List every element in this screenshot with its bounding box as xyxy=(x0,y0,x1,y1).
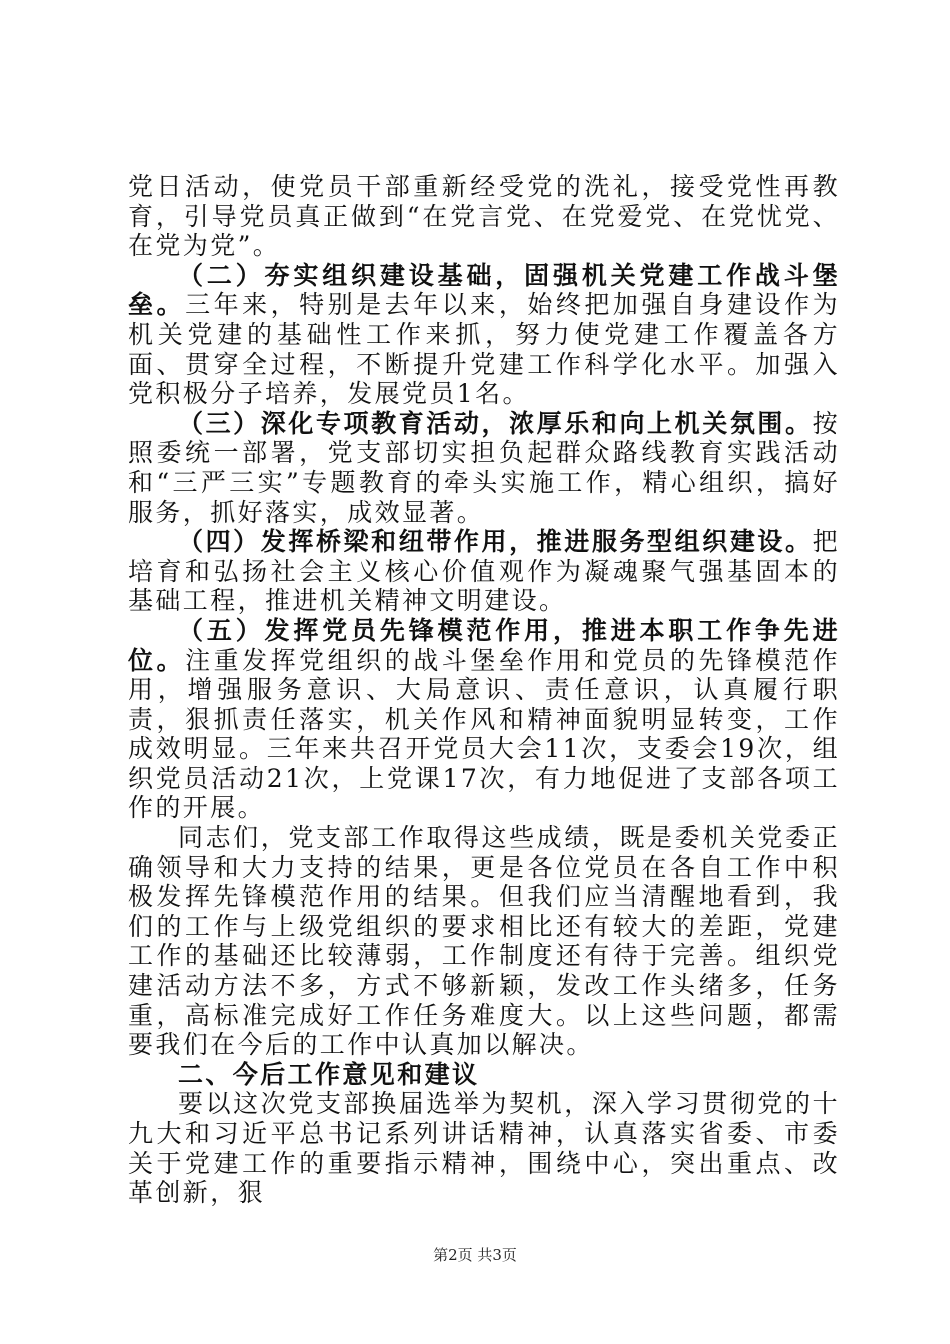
section-heading: （四）发挥桥梁和纽带作用，推进服务型组织建设。 xyxy=(178,527,813,557)
document-body xyxy=(128,172,840,1208)
paragraph-section-3 xyxy=(128,409,840,527)
section-heading: （五）发挥党员先锋模范作用，推进本职工作争先进位。 xyxy=(128,615,840,675)
paragraph-section-4 xyxy=(128,527,840,616)
paragraph-section-2 xyxy=(128,261,840,409)
page-footer: 第2页 共3页 xyxy=(433,1246,517,1264)
paragraph-body: 按照委统一部署，党支部切实担负起群众路线教育实践活动和“三严三实”专题教育的牵头实施工作，精心组织，搞好服务，抓好落实，成效显著。 xyxy=(128,408,840,527)
paragraph-body: 把培育和弘扬社会主义核心价值观作为凝魂聚气强基固本的基础工程，推进机关精神文明建设。 xyxy=(128,527,840,616)
section-heading: （二）夯实组织建设基础，固强机关党建工作战斗堡垒。 xyxy=(128,260,840,320)
chapter-heading: 二、今后工作意见和建议 xyxy=(178,1059,480,1089)
paragraph-body: 注重发挥党组织的战斗堡垒作用和党员的先锋模范作用，增强服务意识、大局意识、责任意识，认真履行职责，狠抓责任落实，机关作风和精神面貌明显转变，工作成效明显。三年来共召开党员大会11次，支委会19次，组织党员活动21次，上党课17次，有力地促进了支部各项工作的开展。 xyxy=(128,645,841,823)
paragraph-summary: 同志们，党支部工作取得这些成绩，既是委机关党委正确领导和大力支持的结果，更是各位党员在各自工作中积极发挥先锋模范作用的结果。但我们应当清醒地看到，我们的工作与上级党组织的要求相比还有较大的差距，党建工作的基础还比较薄弱，工作制度还有待于完善。组织党建活动方法不多，方式不够新颖，发改工作头绪多，任务重，高标准完成好工作任务难度大。以上这些问题，都需要我们在今后的工作中认真加以解决。 xyxy=(128,823,840,1060)
paragraph-suggestions: 要以这次党支部换届选举为契机，深入学习贯彻党的十九大和习近平总书记系列讲话精神，认真落实省委、市委关于党建工作的重要指示精神，围绕中心，突出重点、改革创新，狠 xyxy=(128,1089,840,1208)
paragraph-section-5 xyxy=(128,616,840,823)
paragraph-body: 三年来，特别是去年以来，始终把加强自身建设作为机关党建的基础性工作来抓，努力使党建工作覆盖各方面、贯穿全过程，不断提升党建工作科学化水平。加强入党积极分子培养，发展党员1名。 xyxy=(128,290,841,409)
section-heading: （三）深化专项教育活动，浓厚乐和向上机关氛围。 xyxy=(178,408,813,438)
paragraph-continuation: 党日活动，使党员干部重新经受党的洗礼，接受党性再教育，引导党员真正做到“在党言党、在党爱党、在党忧党、在党为党”。 xyxy=(128,172,840,261)
